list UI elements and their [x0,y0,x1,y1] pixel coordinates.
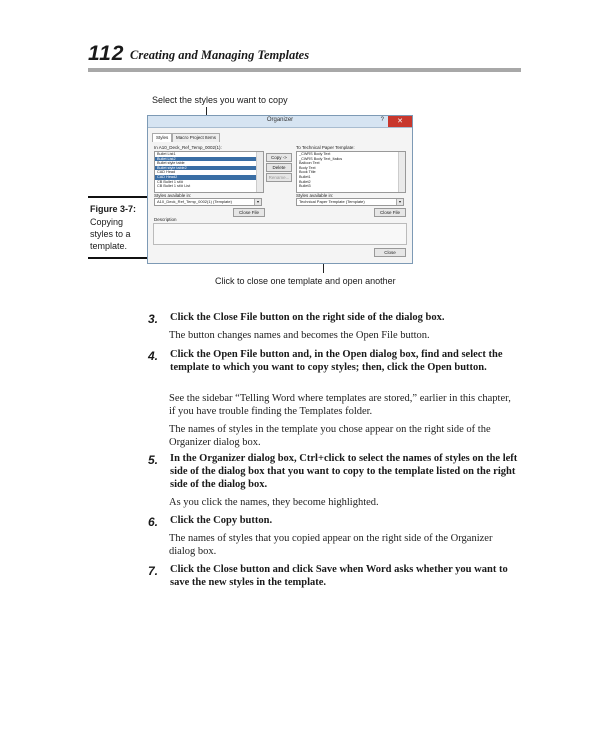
copy-button[interactable]: Copy -> [266,153,292,162]
list-item[interactable]: CB Bullet 1 st/# [157,179,184,184]
close-button[interactable]: Close [374,248,406,257]
step-number: 5. [148,453,159,467]
list-item[interactable]: Bullet1 [299,174,311,179]
left-styles-combo[interactable] [154,198,262,206]
step-number: 4. [148,349,159,363]
list-item[interactable]: Bullet style table2 [155,166,263,171]
list-item[interactable]: CAD Head2 [155,175,263,180]
organizer-dialog [147,115,413,264]
right-styles-available-label: Styles available in: [296,193,334,198]
scrollbar[interactable] [256,152,263,192]
close-icon[interactable]: ✕ [388,116,412,127]
list-item[interactable]: CB Bullet 1 st/# List [157,184,191,189]
list-item[interactable]: _CWRS Body Text_Italics [299,156,343,161]
description-label: Description [154,217,177,222]
figure-label: Figure 3-7: [90,204,137,214]
left-styles-available-label: Styles available in: [154,193,192,198]
chevron-down-icon[interactable]: ▾ [254,199,261,205]
tab-styles[interactable]: Styles [152,133,172,142]
figure-rule-top [88,196,149,198]
step-number: 6. [148,515,159,529]
step-number: 7. [148,564,159,578]
step-instruction: In the Organizer dialog box, Ctrl+click to select the names of styles on the left side of the dialog box that you want to copy to the template listed on the right side of the dialog box. [170,453,518,490]
scrollbar[interactable] [398,152,405,192]
tab-macro-project-items[interactable]: Macro Project Items [172,133,220,142]
dialog-title: Organizer [266,117,294,123]
step-paragraph: The names of styles in the template you chose appear on the right side of the Organizer dialog box. [169,424,491,448]
list-item[interactable]: _CWRS Body Text [299,152,331,156]
list-item[interactable]: Bullet List1 [157,152,176,156]
list-item[interactable]: Bullet style table [157,161,185,166]
chapter-title: Creating and Managing Templates [130,48,310,62]
list-item[interactable]: Bullet3 [299,184,311,189]
close-file-button-right[interactable]: Close File [374,208,406,217]
right-combo-value: Technical Paper Template (Template) [299,199,365,204]
list-item[interactable]: CAD Head [157,170,176,175]
right-style-list[interactable] [296,151,406,193]
left-combo-value: A10_Deck_Ref_Temp_0002(1) (Template) [157,199,232,204]
figure-rule-bottom [88,257,149,259]
step-instruction: Click the Open File button and, in the Open dialog box, find and select the template to which you want to copy styles; then, click the Open button. [170,349,503,373]
page-number: 112 [88,42,125,65]
step-paragraph: The names of styles that you copied appear on the right side of the Organizer dialog box. [169,533,493,557]
step-instruction: Click the Copy button. [170,515,273,526]
step-paragraph: As you click the names, they become highlighted. [169,497,379,508]
left-list-label: In A10_Deck_Ref_Temp_0002(1): [154,145,222,150]
description-box [153,223,407,245]
step-paragraph: See the sidebar “Telling Word where templates are stored,” earlier in this chapter, if you have trouble finding the Templates folder. [169,393,511,417]
help-icon[interactable]: ? [380,117,384,123]
list-item[interactable]: Balloon Text [299,161,320,166]
chevron-down-icon[interactable]: ▾ [396,199,403,205]
step-paragraph: The button changes names and becomes the Open File button. [169,330,430,341]
rename-button[interactable]: Rename... [266,173,292,182]
close-file-button-left[interactable]: Close File [233,208,265,217]
callout-select-styles: Select the styles you want to copy [152,95,288,105]
callout-close-file: Click to close one template and open another [215,276,396,286]
dialog-titlebar [148,116,412,128]
list-item[interactable]: Bullet List2 [155,157,263,162]
step-instruction: Click the Close button and click Save when Word asks whether you want to save the new styles in the template. [170,564,508,588]
figure-caption: Copying styles to a template. [90,217,131,251]
left-style-list[interactable] [154,151,264,193]
right-styles-combo[interactable] [296,198,404,206]
right-list-label: To Technical Paper Template: [296,145,355,150]
header-rule [88,68,521,72]
step-number: 3. [148,312,159,326]
list-item[interactable]: Bullet2 [299,179,311,184]
delete-button[interactable]: Delete [266,163,292,172]
list-item[interactable]: Body Text [299,165,316,170]
list-item[interactable]: Book Title [299,170,316,175]
step-instruction: Click the Close File button on the right side of the dialog box. [170,312,445,323]
